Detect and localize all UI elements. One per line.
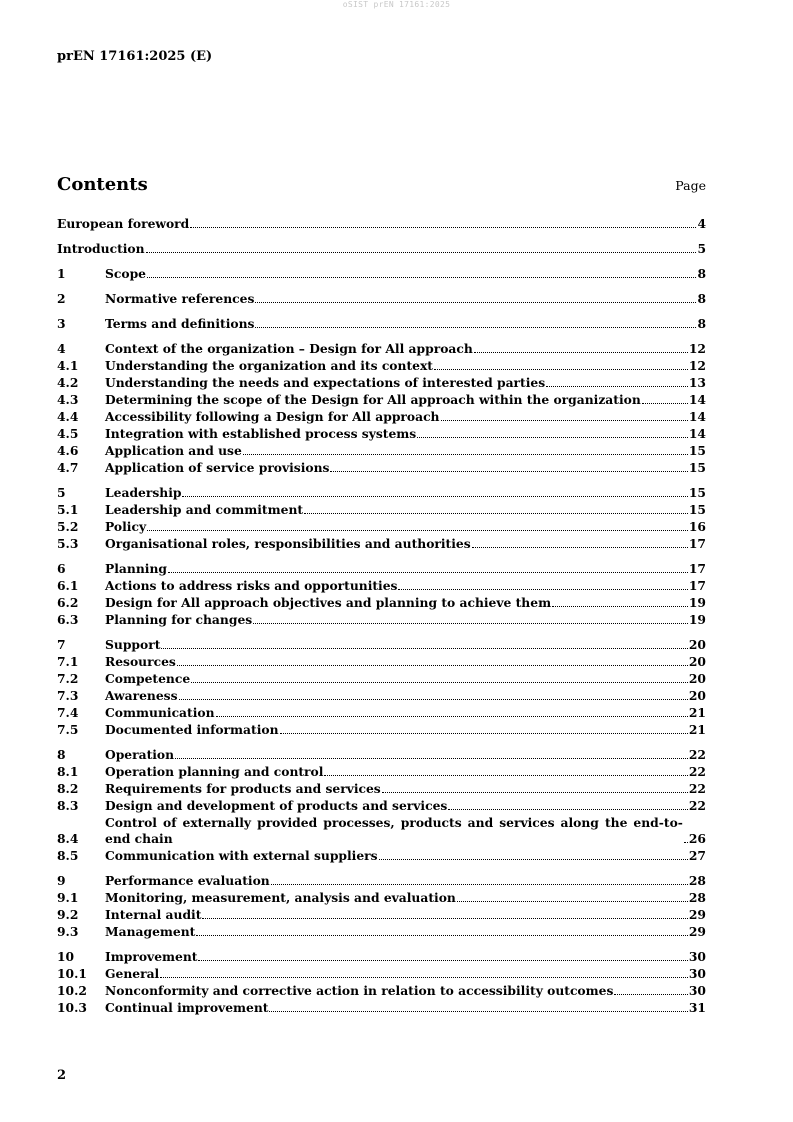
toc-entry-title: Policy [105,519,147,534]
toc-entry-title: Requirements for products and services [105,781,381,796]
toc-entry[interactable] [57,670,706,687]
toc-entry[interactable] [57,518,706,535]
toc-entry-number: 9.2 [57,907,79,922]
toc-entry-page: 29 [688,907,706,922]
toc-entry-number: 10 [57,949,75,964]
toc-entry-page: 14 [688,409,706,424]
toc-entry[interactable] [57,374,706,391]
toc-entry-page: 19 [688,595,706,610]
dot-leader [330,471,687,472]
dot-leader [552,606,688,607]
toc-entry-page: 29 [688,924,706,939]
dot-leader [182,496,687,497]
toc-entry-page: 20 [688,637,706,652]
toc-entry-number: 1 [57,266,66,281]
toc-entry-page: 31 [688,1000,706,1015]
toc-entry-title: Design for All approach objectives and planning to achieve them [105,595,552,610]
toc-entry-number: 7.1 [57,654,79,669]
toc-entry-page: 20 [688,671,706,686]
toc-entry-title: Continual improvement [105,1000,269,1015]
dot-leader [160,977,688,978]
toc-entry-page: 14 [688,392,706,407]
contents-heading [57,174,706,195]
toc-entry-title: Scope [105,266,146,281]
toc-entry-page: 22 [688,798,706,813]
toc-entry-page: 28 [688,873,706,888]
toc-entry-number: 4.2 [57,375,79,390]
dot-leader [382,792,688,793]
dot-leader [474,352,688,353]
toc-entry-title: European foreword [57,216,190,231]
toc-entry-page: 27 [688,848,706,863]
dot-leader [324,775,687,776]
page-number: 2 [57,1068,67,1083]
toc-entry-number: 5.2 [57,519,79,534]
toc-entry-title: Planning [105,561,167,576]
toc-entry-number: 4.4 [57,409,79,424]
toc-entry[interactable] [57,240,706,257]
toc-entry[interactable] [57,357,706,374]
toc-entry-number: 9 [57,873,66,888]
toc-entry-page: 15 [688,443,706,458]
toc-entry-page: 15 [688,485,706,500]
toc-entry[interactable] [57,594,706,611]
dot-leader [614,994,687,995]
toc-entry[interactable] [57,215,706,232]
dot-leader [255,327,696,328]
toc-entry[interactable] [57,872,706,889]
toc-entry-title: Competence [105,671,191,686]
toc-entry[interactable] [57,340,706,357]
toc-entry-page: 28 [688,890,706,905]
toc-entry-title: Improvement [105,949,198,964]
dot-leader [684,842,688,843]
dot-leader [379,859,688,860]
toc-entry-title: Documented information [105,722,279,737]
toc-entry-title: Nonconformity and corrective action in relation to accessibility outcomes [105,983,614,998]
toc-entry[interactable] [57,965,706,982]
toc-entry-title: Application and use [105,443,242,458]
dot-leader [161,648,687,649]
dot-leader [253,623,688,624]
toc-entry-page: 15 [688,460,706,475]
toc-entry-page: 15 [688,502,706,517]
toc-entry-number: 4.1 [57,358,79,373]
toc-entry[interactable] [57,653,706,670]
toc-entry[interactable] [57,797,706,814]
toc-entry-page: 8 [697,291,706,306]
toc-entry-number: 3 [57,316,66,331]
document-reference: prEN 17161:2025 (E) [57,49,213,64]
toc-entry-title: Communication with external suppliers [105,848,378,863]
toc-entry-page: 5 [697,241,706,256]
toc-entry-page: 4 [697,216,706,231]
toc-entry-number: 8.5 [57,848,79,863]
toc-entry-title: Support [105,637,161,652]
toc-entry[interactable] [57,560,706,577]
toc-entry[interactable] [57,501,706,518]
toc-entry-page: 21 [688,705,706,720]
toc-entry-page: 19 [688,612,706,627]
dot-leader [448,809,688,810]
toc-entry-page: 22 [688,764,706,779]
toc-entry-page: 30 [688,983,706,998]
toc-entry-page: 8 [697,266,706,281]
toc-entry[interactable] [57,763,706,780]
toc-entry-number: 7.4 [57,705,79,720]
toc-entry-title: Organisational roles, responsibilities and authorities [105,536,471,551]
toc-entry-number: 4 [57,341,66,356]
toc-entry-number: 8.2 [57,781,79,796]
dot-leader [147,277,696,278]
toc-entry-title: Resources [105,654,176,669]
toc-entry[interactable] [57,265,706,282]
toc-entry-number: 6.2 [57,595,79,610]
toc-entry[interactable] [57,290,706,307]
dot-leader [304,513,688,514]
toc-entry[interactable] [57,391,706,408]
toc-entry-page: 17 [688,561,706,576]
toc-entry-page: 30 [688,949,706,964]
toc-entry[interactable] [57,721,706,738]
dot-leader [642,403,688,404]
toc-entry-page: 20 [688,688,706,703]
toc-entry-title: Understanding the organization and its context [105,358,433,373]
dot-leader [191,682,688,683]
toc-entry-title: Leadership [105,485,182,500]
toc-entry-number: 8 [57,747,66,762]
toc-entry[interactable] [57,704,706,721]
toc-entry-number: 10.1 [57,966,87,981]
toc-entry[interactable] [57,923,706,940]
toc-entry-number: 5.1 [57,502,79,517]
toc-entry[interactable] [57,484,706,501]
toc-entry-title: Operation planning and control [105,764,324,779]
watermark: oSIST prEN 17161:2025 [342,0,451,9]
toc-entry-title: Awareness [105,688,178,703]
toc-entry-number: 4.7 [57,460,79,475]
toc-entry-number: 9.3 [57,924,79,939]
toc-entry-number: 4.5 [57,426,79,441]
toc-entry-page: 16 [688,519,706,534]
toc-entry[interactable] [57,611,706,628]
dot-leader [398,589,687,590]
toc-entry-title: Integration with established process systems [105,426,417,441]
toc-entry-number: 4.6 [57,443,79,458]
toc-entry[interactable] [57,999,706,1016]
dot-leader [147,530,688,531]
dot-leader [202,918,687,919]
toc-entry-number: 5.3 [57,536,79,551]
toc-entry-title: Communication [105,705,215,720]
toc-entry[interactable] [57,889,706,906]
dot-leader [434,369,688,370]
toc-entry-number: 6.3 [57,612,79,627]
dot-leader [168,572,688,573]
toc-entry-title: Planning for changes [105,612,253,627]
toc-entry-page: 13 [688,375,706,390]
toc-entry-page: 26 [688,831,706,846]
toc-entry[interactable] [57,780,706,797]
toc-entry[interactable] [57,408,706,425]
toc-entry[interactable] [57,425,706,442]
toc-entry-title: General [105,966,160,981]
toc-entry-title: Normative references [105,291,255,306]
toc-entry-page: 14 [688,426,706,441]
dot-leader [441,420,688,421]
toc-entry-number: 5 [57,485,66,500]
toc-entry-title: Internal audit [105,907,202,922]
toc-entry-page: 30 [688,966,706,981]
toc-entry[interactable] [57,948,706,965]
dot-leader [457,901,688,902]
toc-entry-title: Application of service provisions [105,460,330,475]
dot-leader [271,884,688,885]
dot-leader [243,454,688,455]
toc-entry-number: 7.5 [57,722,79,737]
toc-entry-title: Accessibility following a Design for All approach [105,409,440,424]
toc-entry[interactable] [57,906,706,923]
toc-entry-title: Monitoring, measurement, analysis and evaluation [105,890,456,905]
toc-entry[interactable] [57,459,706,476]
toc-entry-number: 4.3 [57,392,79,407]
toc-entry-title: Management [105,924,196,939]
toc-entry[interactable] [57,442,706,459]
table-of-contents [57,215,706,1016]
toc-entry[interactable] [57,315,706,332]
toc-entry-number: 8.3 [57,798,79,813]
toc-entry[interactable] [57,814,706,847]
toc-entry[interactable] [57,577,706,594]
toc-entry-number: 8.4 [57,831,79,846]
toc-entry-title: Understanding the needs and expectations of interested parties [105,375,546,390]
dot-leader [196,935,688,936]
page-column-label: Page [675,178,706,193]
toc-entry-page: 12 [688,341,706,356]
dot-leader [175,758,688,759]
toc-entry[interactable] [57,687,706,704]
toc-entry-page: 8 [697,316,706,331]
toc-entry-title: Introduction [57,241,145,256]
toc-entry-number: 7 [57,637,66,652]
toc-entry-page: 17 [688,578,706,593]
dot-leader [198,960,687,961]
toc-entry[interactable] [57,982,706,999]
toc-entry-title: Operation [105,747,175,762]
toc-entry[interactable] [57,847,706,864]
toc-entry-number: 7.3 [57,688,79,703]
dot-leader [177,665,688,666]
contents-title: Contents [57,174,148,195]
toc-entry-title: Terms and definitions [105,316,255,331]
toc-entry-number: 10.2 [57,983,87,998]
toc-entry-title: Leadership and commitment [105,502,304,517]
toc-entry-number: 7.2 [57,671,79,686]
toc-entry-title: Design and development of products and services [105,798,448,813]
dot-leader [280,733,688,734]
dot-leader [216,716,688,717]
toc-entry-page: 22 [688,781,706,796]
dot-leader [269,1011,687,1012]
dot-leader [179,699,688,700]
dot-leader [190,227,696,228]
toc-entry-number: 10.3 [57,1000,87,1015]
dot-leader [255,302,696,303]
toc-entry-number: 6 [57,561,66,576]
toc-entry-page: 12 [688,358,706,373]
toc-entry-number: 6.1 [57,578,79,593]
toc-entry[interactable] [57,535,706,552]
toc-entry[interactable] [57,746,706,763]
toc-entry-title: Control of externally provided processes, products and services along the end-to-end chain [105,815,683,846]
toc-entry-title: Performance evaluation [105,873,270,888]
toc-entry-page: 22 [688,747,706,762]
toc-entry-page: 21 [688,722,706,737]
toc-entry-title: Actions to address risks and opportunities [105,578,398,593]
toc-entry[interactable] [57,636,706,653]
toc-entry-page: 17 [688,536,706,551]
toc-entry-title: Determining the scope of the Design for All approach within the organization [105,392,641,407]
dot-leader [146,252,697,253]
toc-entry-page: 20 [688,654,706,669]
dot-leader [417,437,688,438]
dot-leader [546,386,688,387]
toc-entry-number: 8.1 [57,764,79,779]
dot-leader [472,547,688,548]
toc-entry-number: 9.1 [57,890,79,905]
toc-entry-title: Context of the organization – Design for All approach [105,341,473,356]
toc-entry-number: 2 [57,291,66,306]
